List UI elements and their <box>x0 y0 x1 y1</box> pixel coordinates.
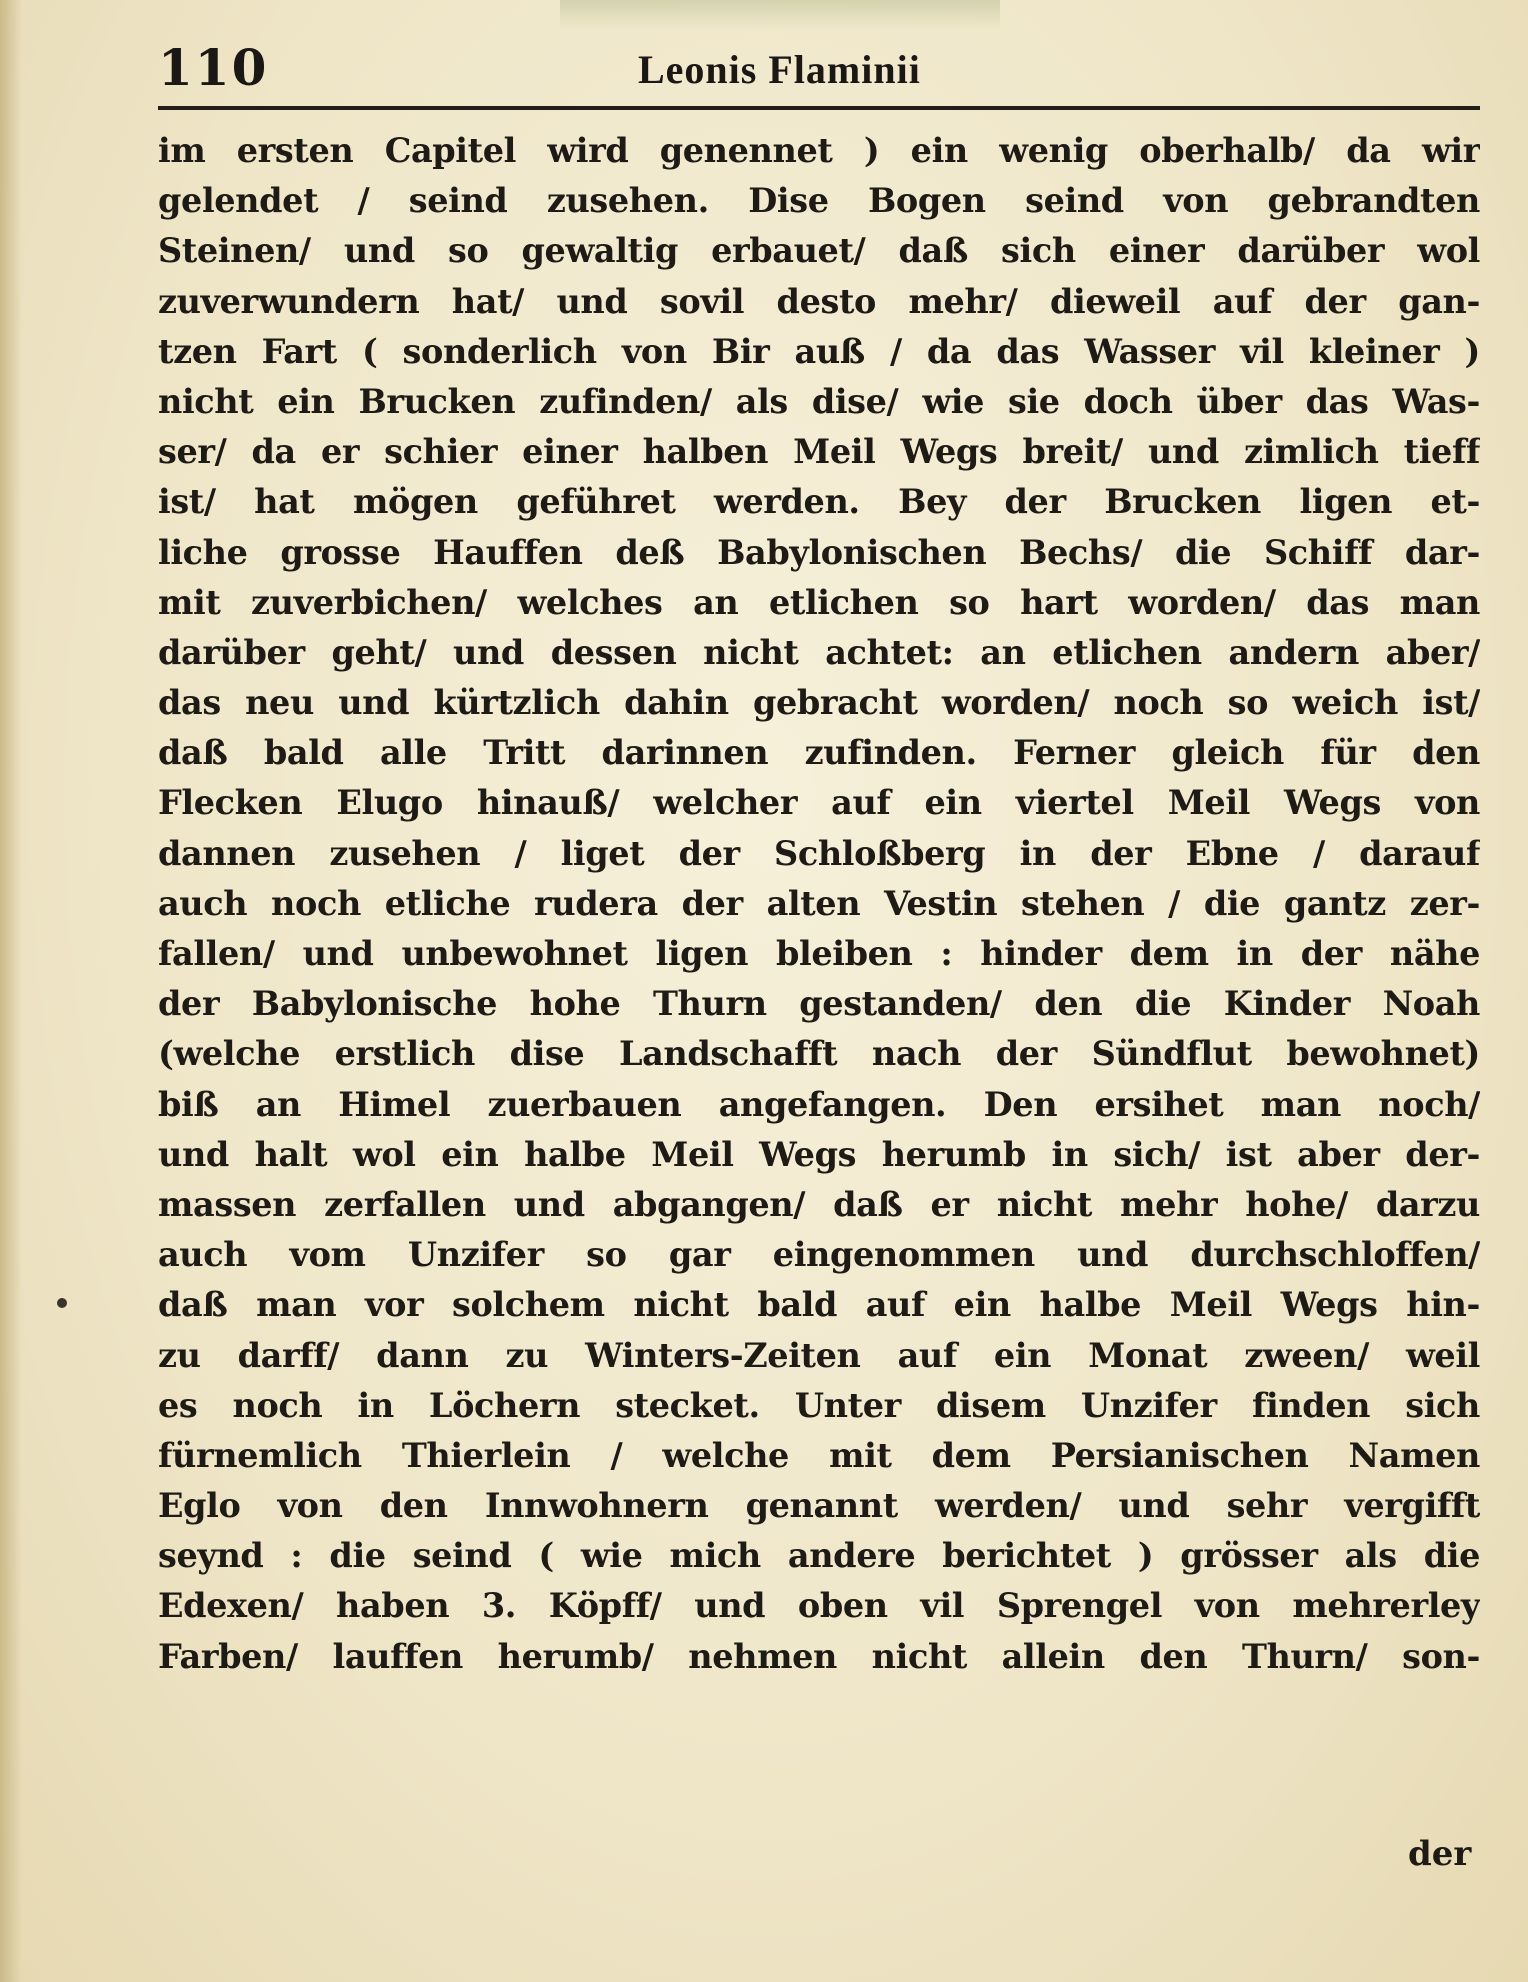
text-line: dannen zusehen / liget der Schloßberg in der Ebne / darauf <box>158 833 1480 873</box>
catchword: der <box>1408 1834 1472 1874</box>
text-line: Eglo von den Innwohnern genannt werden/ und sehr vergifft <box>158 1486 1480 1526</box>
text-line: Flecken Elugo hinauß/ welcher auf ein viertel Meil Wegs von <box>158 783 1480 823</box>
text-line: zuverwundern hat/ und sovil desto mehr/ dieweil auf der gan- <box>158 281 1480 321</box>
text-line: tzen Fart ( sonderlich von Bir auß / da das Wasser vil kleiner ) <box>158 331 1480 371</box>
text-line: auch noch etliche rudera der alten Vestin stehen / die gantz zer- <box>158 883 1480 923</box>
text-line: und halt wol ein halbe Meil Wegs herumb in sich/ ist aber der- <box>158 1134 1480 1174</box>
text-line: massen zerfallen und abgangen/ daß er nicht mehr hohe/ darzu <box>158 1184 1480 1224</box>
text-line: gelendet / seind zusehen. Dise Bogen seind von gebrandten <box>158 181 1480 221</box>
page-header <box>158 38 1480 98</box>
text-line: auch vom Unzifer so gar eingenommen und durchschloffen/ <box>158 1235 1480 1275</box>
text-line: der Babylonische hohe Thurn gestanden/ den die Kinder Noah <box>158 984 1480 1024</box>
text-line: nicht ein Brucken zufinden/ als dise/ wie sie doch über das Was- <box>158 381 1480 421</box>
text-line: Farben/ lauffen herumb/ nehmen nicht allein den Thurn/ son- <box>158 1636 1480 1676</box>
text-line: mit zuverbichen/ welches an etlichen so hart worden/ das man <box>158 582 1480 622</box>
page-number: 110 <box>158 38 269 97</box>
text-line: darüber geht/ und dessen nicht achtet: an etlichen andern aber/ <box>158 632 1480 672</box>
text-line: daß bald alle Tritt darinnen zufinden. Ferner gleich für den <box>158 733 1480 773</box>
text-line: zu darff/ dann zu Winters-Zeiten auf ein Monat zween/ weil <box>158 1335 1480 1375</box>
text-line: Edexen/ haben 3. Köpff/ und oben vil Sprengel von mehrerley <box>158 1586 1480 1626</box>
text-line: das neu und kürtzlich dahin gebracht worden/ noch so weich ist/ <box>158 683 1480 723</box>
text-line: fallen/ und unbewohnet ligen bleiben : hinder dem in der nähe <box>158 934 1480 973</box>
text-line: Steinen/ und so gewaltig erbauet/ daß sich einer darüber wol <box>158 231 1480 271</box>
text-line: liche grosse Hauffen deß Babylonischen Bechs/ die Schiff dar- <box>158 532 1480 572</box>
text-line: seynd : die seind ( wie mich andere berichtet ) grösser als die <box>158 1536 1480 1576</box>
text-line: es noch in Löchern stecket. Unter disem Unzifer finden sich <box>158 1385 1480 1425</box>
paper-spot <box>57 1298 67 1308</box>
text-line: ist/ hat mögen geführet werden. Bey der Brucken ligen et- <box>158 482 1480 522</box>
text-line: biß an Himel zuerbauen angefangen. Den ersihet man noch/ <box>158 1084 1480 1124</box>
text-line: daß man vor solchem nicht bald auf ein halbe Meil Wegs hin- <box>158 1285 1480 1325</box>
running-head: Leonis Flaminii <box>638 47 921 92</box>
body-text <box>158 126 1480 1682</box>
text-line: fürnemlich Thierlein / welche mit dem Persianischen Namen <box>158 1435 1480 1475</box>
header-rule <box>158 106 1480 110</box>
text-line: ser/ da er schier einer halben Meil Wegs breit/ und zimlich tieff <box>158 432 1480 472</box>
text-line: (welche erstlich dise Landschafft nach der Sündflut bewohnet) <box>158 1034 1480 1074</box>
text-line: im ersten Capitel wird genennet ) ein wenig oberhalb/ da wir <box>158 131 1480 170</box>
gutter-shadow <box>0 0 22 1982</box>
ink-bleed-through <box>560 0 1000 30</box>
